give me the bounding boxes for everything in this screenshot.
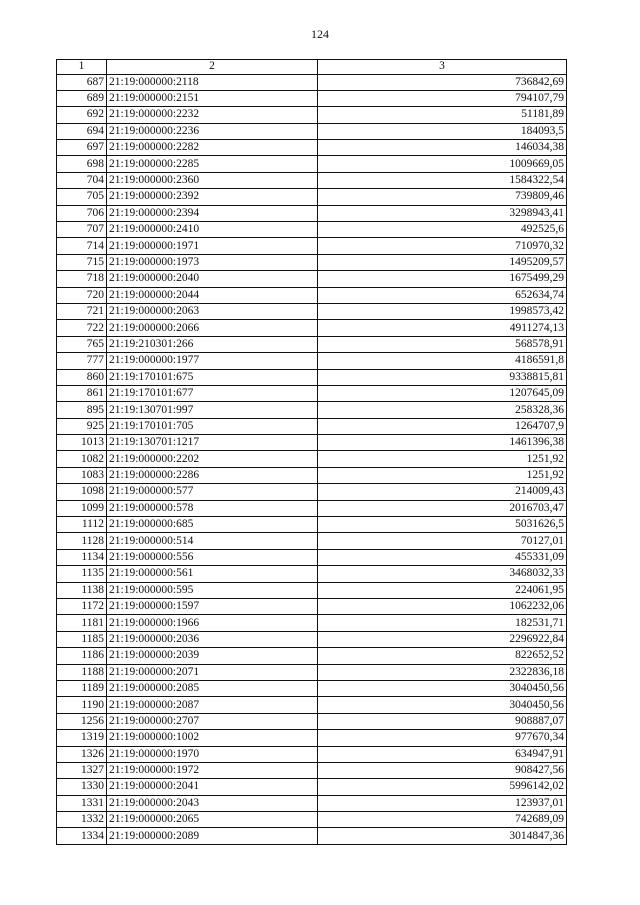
table-row: [57, 713, 567, 729]
value-cell: 224061,95: [318, 582, 567, 598]
cadastral-number-cell: 21:19:210301:266: [107, 336, 318, 352]
row-number-cell: 1138: [57, 582, 107, 598]
table-row: [57, 549, 567, 565]
table-row: [57, 517, 567, 533]
value-cell: 3014847,36: [318, 828, 567, 844]
value-cell: 4911274,13: [318, 320, 567, 336]
table-row: [57, 435, 567, 451]
column-header-2: 2: [107, 60, 318, 75]
row-number-cell: 1185: [57, 631, 107, 647]
cadastral-number-cell: 21:19:000000:2282: [107, 140, 318, 156]
table-row: [57, 599, 567, 615]
value-cell: 1207645,09: [318, 385, 567, 401]
table-header: [57, 60, 567, 75]
value-cell: 3040450,56: [318, 680, 567, 696]
cadastral-number-cell: 21:19:000000:1971: [107, 238, 318, 254]
row-number-cell: 687: [57, 74, 107, 90]
table-row: [57, 582, 567, 598]
value-cell: 1251,92: [318, 451, 567, 467]
row-number-cell: 1083: [57, 467, 107, 483]
table-row: [57, 500, 567, 516]
table-row: [57, 828, 567, 844]
value-cell: 258328,36: [318, 402, 567, 418]
value-cell: 455331,09: [318, 549, 567, 565]
table-row: [57, 336, 567, 352]
cadastral-number-cell: 21:19:000000:2118: [107, 74, 318, 90]
table-row: [57, 385, 567, 401]
row-number-cell: 1172: [57, 599, 107, 615]
row-number-cell: 707: [57, 222, 107, 238]
value-cell: 977670,34: [318, 730, 567, 746]
value-cell: 736842,69: [318, 74, 567, 90]
table-row: [57, 353, 567, 369]
cadastral-number-cell: 21:19:000000:2036: [107, 631, 318, 647]
table-row: [57, 189, 567, 205]
table-row: [57, 631, 567, 647]
row-number-cell: 694: [57, 123, 107, 139]
value-cell: 822652,52: [318, 648, 567, 664]
table-row: [57, 533, 567, 549]
value-cell: 3298943,41: [318, 205, 567, 221]
row-number-cell: 777: [57, 353, 107, 369]
value-cell: 1675499,29: [318, 271, 567, 287]
row-number-cell: 861: [57, 385, 107, 401]
value-cell: 1062232,06: [318, 599, 567, 615]
row-number-cell: 1332: [57, 812, 107, 828]
row-number-cell: 1112: [57, 517, 107, 533]
value-cell: 51181,89: [318, 107, 567, 123]
table-row: [57, 90, 567, 106]
value-cell: 9338815,81: [318, 369, 567, 385]
cadastral-number-cell: 21:19:000000:2236: [107, 123, 318, 139]
row-number-cell: 721: [57, 303, 107, 319]
table-row: [57, 172, 567, 188]
table-row: [57, 680, 567, 696]
row-number-cell: 706: [57, 205, 107, 221]
row-number-cell: 765: [57, 336, 107, 352]
value-cell: 794107,79: [318, 90, 567, 106]
value-cell: 634947,91: [318, 746, 567, 762]
row-number-cell: 895: [57, 402, 107, 418]
row-number-cell: 718: [57, 271, 107, 287]
row-number-cell: 720: [57, 287, 107, 303]
cadastral-number-cell: 21:19:000000:2085: [107, 680, 318, 696]
cadastral-number-cell: 21:19:000000:2039: [107, 648, 318, 664]
value-cell: 214009,43: [318, 484, 567, 500]
column-header-1: 1: [57, 60, 107, 75]
row-number-cell: 1330: [57, 779, 107, 795]
row-number-cell: 1189: [57, 680, 107, 696]
row-number-cell: 692: [57, 107, 107, 123]
row-number-cell: 715: [57, 254, 107, 270]
row-number-cell: 1134: [57, 549, 107, 565]
table-row: [57, 205, 567, 221]
row-number-cell: 1319: [57, 730, 107, 746]
cadastral-number-cell: 21:19:130701:1217: [107, 435, 318, 451]
cadastral-number-cell: 21:19:000000:2040: [107, 271, 318, 287]
cadastral-number-cell: 21:19:170101:677: [107, 385, 318, 401]
value-cell: 123937,01: [318, 795, 567, 811]
table-row: [57, 238, 567, 254]
row-number-cell: 1013: [57, 435, 107, 451]
table-row: [57, 484, 567, 500]
cadastral-number-cell: 21:19:130701:997: [107, 402, 318, 418]
cadastral-number-cell: 21:19:000000:2063: [107, 303, 318, 319]
cadastral-number-cell: 21:19:000000:2202: [107, 451, 318, 467]
cadastral-number-cell: 21:19:000000:685: [107, 517, 318, 533]
row-number-cell: 1334: [57, 828, 107, 844]
table-row: [57, 222, 567, 238]
row-number-cell: 1331: [57, 795, 107, 811]
cadastral-number-cell: 21:19:000000:578: [107, 500, 318, 516]
value-cell: 568578,91: [318, 336, 567, 352]
cadastral-number-cell: 21:19:000000:1966: [107, 615, 318, 631]
cadastral-number-cell: 21:19:000000:2066: [107, 320, 318, 336]
value-cell: 652634,74: [318, 287, 567, 303]
value-cell: 1251,92: [318, 467, 567, 483]
table-row: [57, 615, 567, 631]
table-row: [57, 746, 567, 762]
table-row: [57, 287, 567, 303]
row-number-cell: 1327: [57, 762, 107, 778]
table-row: [57, 369, 567, 385]
row-number-cell: 1135: [57, 566, 107, 582]
cadastral-number-cell: 21:19:000000:2089: [107, 828, 318, 844]
table-row: [57, 730, 567, 746]
data-table: [56, 59, 567, 845]
table-row: [57, 451, 567, 467]
header-row: [57, 60, 567, 75]
value-cell: 2296922,84: [318, 631, 567, 647]
cadastral-number-cell: 21:19:000000:1597: [107, 599, 318, 615]
table-row: [57, 762, 567, 778]
cadastral-number-cell: 21:19:000000:2394: [107, 205, 318, 221]
value-cell: 2016703,47: [318, 500, 567, 516]
row-number-cell: 1098: [57, 484, 107, 500]
value-cell: 5996142,02: [318, 779, 567, 795]
row-number-cell: 925: [57, 418, 107, 434]
value-cell: 4186591,8: [318, 353, 567, 369]
row-number-cell: 860: [57, 369, 107, 385]
cadastral-number-cell: 21:19:170101:675: [107, 369, 318, 385]
value-cell: 70127,01: [318, 533, 567, 549]
value-cell: 492525,6: [318, 222, 567, 238]
table-row: [57, 254, 567, 270]
cadastral-number-cell: 21:19:000000:2392: [107, 189, 318, 205]
row-number-cell: 698: [57, 156, 107, 172]
row-number-cell: 704: [57, 172, 107, 188]
table-row: [57, 697, 567, 713]
cadastral-number-cell: 21:19:000000:2360: [107, 172, 318, 188]
row-number-cell: 1190: [57, 697, 107, 713]
row-number-cell: 722: [57, 320, 107, 336]
cadastral-number-cell: 21:19:000000:2285: [107, 156, 318, 172]
row-number-cell: 1256: [57, 713, 107, 729]
cadastral-number-cell: 21:19:000000:595: [107, 582, 318, 598]
row-number-cell: 1128: [57, 533, 107, 549]
cadastral-number-cell: 21:19:000000:2151: [107, 90, 318, 106]
table-row: [57, 795, 567, 811]
row-number-cell: 697: [57, 140, 107, 156]
cadastral-number-cell: 21:19:000000:577: [107, 484, 318, 500]
table-row: [57, 303, 567, 319]
value-cell: 184093,5: [318, 123, 567, 139]
table-row: [57, 107, 567, 123]
value-cell: 146034,38: [318, 140, 567, 156]
table-row: [57, 664, 567, 680]
row-number-cell: 1326: [57, 746, 107, 762]
cadastral-number-cell: 21:19:000000:2044: [107, 287, 318, 303]
cadastral-number-cell: 21:19:000000:1002: [107, 730, 318, 746]
table-body: [57, 74, 567, 844]
cadastral-number-cell: 21:19:000000:2071: [107, 664, 318, 680]
table-row: [57, 402, 567, 418]
value-cell: 742689,09: [318, 812, 567, 828]
cadastral-number-cell: 21:19:000000:556: [107, 549, 318, 565]
value-cell: 908887,07: [318, 713, 567, 729]
cadastral-number-cell: 21:19:000000:2065: [107, 812, 318, 828]
cadastral-number-cell: 21:19:000000:2043: [107, 795, 318, 811]
cadastral-number-cell: 21:19:000000:2410: [107, 222, 318, 238]
row-number-cell: 1082: [57, 451, 107, 467]
value-cell: 3468032,33: [318, 566, 567, 582]
table-row: [57, 140, 567, 156]
cadastral-number-cell: 21:19:000000:2286: [107, 467, 318, 483]
row-number-cell: 1181: [57, 615, 107, 631]
value-cell: 182531,71: [318, 615, 567, 631]
table-row: [57, 320, 567, 336]
row-number-cell: 1188: [57, 664, 107, 680]
value-cell: 710970,32: [318, 238, 567, 254]
cadastral-number-cell: 21:19:000000:561: [107, 566, 318, 582]
table-row: [57, 812, 567, 828]
table-row: [57, 648, 567, 664]
cadastral-number-cell: 21:19:000000:1977: [107, 353, 318, 369]
table-row: [57, 467, 567, 483]
cadastral-number-cell: 21:19:000000:2087: [107, 697, 318, 713]
value-cell: 2322836,18: [318, 664, 567, 680]
row-number-cell: 1186: [57, 648, 107, 664]
table-row: [57, 123, 567, 139]
table-row: [57, 418, 567, 434]
cadastral-number-cell: 21:19:000000:1972: [107, 762, 318, 778]
page-number: 124: [311, 27, 329, 41]
row-number-cell: 689: [57, 90, 107, 106]
cadastral-number-cell: 21:19:000000:2707: [107, 713, 318, 729]
cadastral-number-cell: 21:19:000000:1973: [107, 254, 318, 270]
table-row: [57, 566, 567, 582]
table-row: [57, 74, 567, 90]
cadastral-number-cell: 21:19:000000:2232: [107, 107, 318, 123]
value-cell: 1998573,42: [318, 303, 567, 319]
value-cell: 5031626,5: [318, 517, 567, 533]
value-cell: 1009669,05: [318, 156, 567, 172]
value-cell: 739809,46: [318, 189, 567, 205]
row-number-cell: 1099: [57, 500, 107, 516]
column-header-3: 3: [318, 60, 567, 75]
cadastral-number-cell: 21:19:000000:2041: [107, 779, 318, 795]
cadastral-number-cell: 21:19:000000:514: [107, 533, 318, 549]
value-cell: 3040450,56: [318, 697, 567, 713]
cadastral-number-cell: 21:19:000000:1970: [107, 746, 318, 762]
value-cell: 908427,56: [318, 762, 567, 778]
row-number-cell: 714: [57, 238, 107, 254]
value-cell: 1584322,54: [318, 172, 567, 188]
value-cell: 1495209,57: [318, 254, 567, 270]
cadastral-number-cell: 21:19:170101:705: [107, 418, 318, 434]
table-row: [57, 779, 567, 795]
table-row: [57, 156, 567, 172]
table-row: [57, 271, 567, 287]
value-cell: 1264707,9: [318, 418, 567, 434]
row-number-cell: 705: [57, 189, 107, 205]
value-cell: 1461396,38: [318, 435, 567, 451]
